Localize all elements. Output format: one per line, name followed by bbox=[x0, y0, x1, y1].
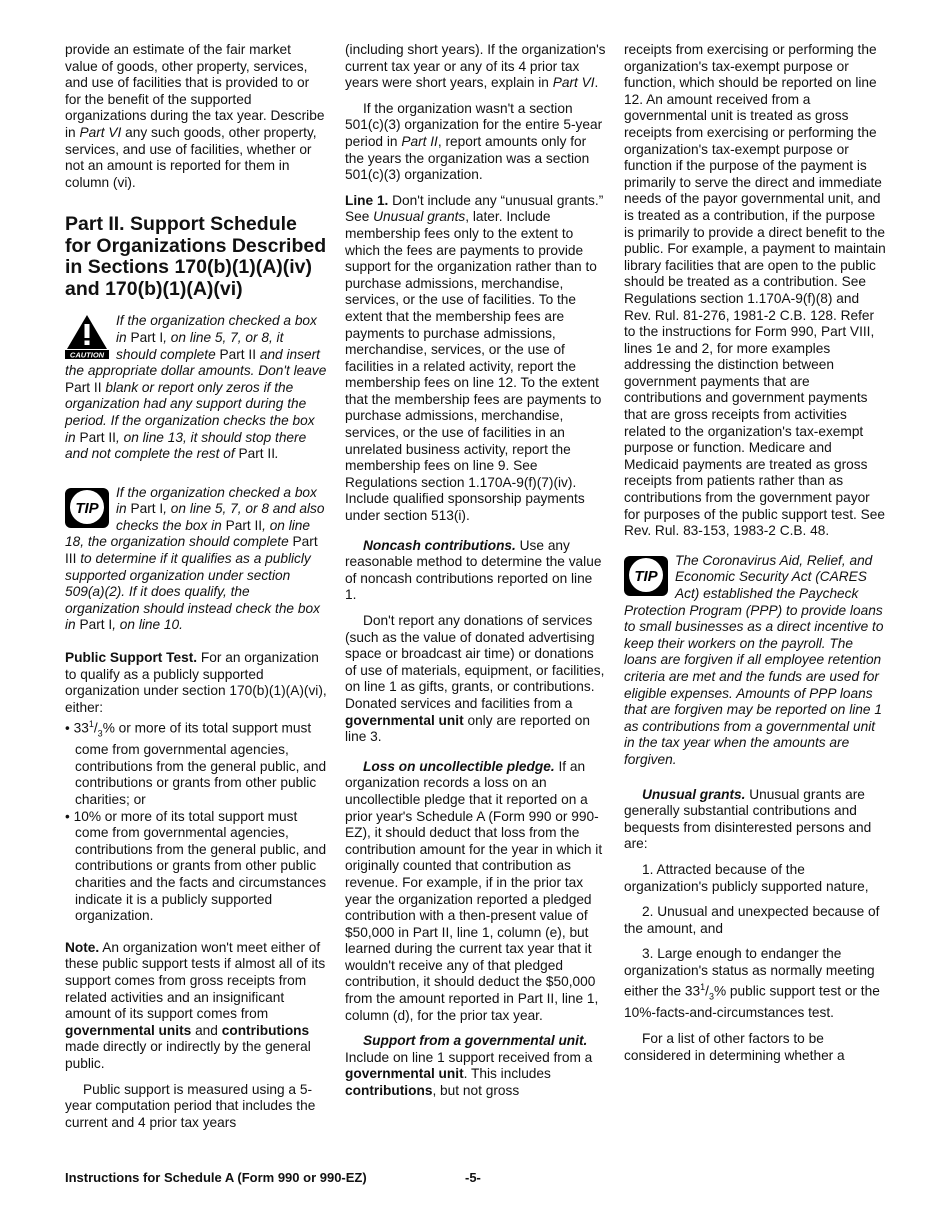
paragraph: Public support is measured using a 5-year computation period that includes the current and 4 prior tax years bbox=[65, 1081, 316, 1130]
svg-text:CAUTION: CAUTION bbox=[69, 350, 105, 360]
line-1-paragraph: Line 1. Don't include any “unusual grants.” See Unusual grants, later. Include membership fees only to the extent to which the fees are payments to provide support for the organization rather than to purchase admissions, merchandise, services, or the use of facilities. To the extent that the membership fees are payments to purchase admissions, merchandise, services, or the use of facilities in a related activity, report the membership fees on line 12. To the extent that the membership fees are payments to purchase admissions, merchandise, services, or the use of facilities in an unrelated business activity, report the membership fees on line 9. See Regulations section 1.170A-9(f)(7)(iv). Include qualified sponsorship payments under section 513(i). bbox=[345, 192, 604, 524]
footer-title: Instructions for Schedule A (Form 990 or 990-EZ) bbox=[65, 1170, 367, 1185]
list-item: 3. Large enough to endanger the organization's status as normally meeting either the $33^1/_3\%$ public support test or the 10%-facts-and-circumstances test. bbox=[624, 946, 880, 1021]
unusual-grants-paragraph: Unusual grants. Unusual grants are generally substantial contributions and bequests from disinterested persons and are: bbox=[624, 786, 872, 852]
noncash-paragraph: Noncash contributions. Use any reasonable method to determine the value of noncash contributions reported on line 1. bbox=[345, 537, 602, 603]
public-support-test: Public Support Test. For an organization to qualify as a publicly supported organization under section 170(b)(1)(A)(vi), either: bbox=[65, 650, 327, 715]
column-2 bbox=[345, 42, 607, 1109]
note-paragraph: Note. An organization won't meet either of these public support tests if almost all of its support comes from gross receipts from related activities and an insignificant amount of its support comes from governmental units and contributions made directly or indirectly by the general public. bbox=[65, 939, 326, 1071]
list-item: 1. Attracted because of the organization's publicly supported nature, bbox=[624, 861, 869, 894]
paragraph: provide an estimate of the fair market value of goods, other property, services, and use of facilities that is provided to or for the benefit of the supported organizations during the tax year. Describe in Part VI any such goods, other property, services, and use of facilities, whether or not an amount is reported for them in column (vi). bbox=[65, 42, 325, 190]
caution-icon bbox=[65, 313, 109, 359]
tip-note: TIP If the organization checked a box in Part I, on line 5, 7, or 8 and also checks the box in Part II, on line 18, the organization should complete Part III to determine if it qualifies as a publicly supported organization under section 509(a)(2). If it does qualify, the organization should instead check the box in Part I, on line 10. bbox=[65, 484, 325, 633]
tip-icon bbox=[65, 485, 109, 531]
paragraph: receipts from exercising or performing the organization's tax-exempt purpose or function, which should be reported on line 12. An amount received from a governmental unit is treated as gross receipts from exercising or performing the organization's tax-exempt purpose or function if the purpose of the payment is primarily to serve the direct and immediate needs of the payor governmental unit, and is treated as a contribution, if the purpose is primarily to provide a direct benefit to the public. For example, a payment to maintain library facilities that are open to the public should be treated as a contribution. See Regulations section 1.170A-9(f)(8) and Rev. Rul. 81-276, 1981-2 C.B. 128. Refer to the instructions for Form 990, Part VIII, lines 1e and 2, for more examples addressing the distinction between government payments that are contributions and government payments that are gross receipts from activities related to the organization's tax-exempt purpose or function. Medicare and Medicaid payments are treated as gross receipts from patients rather than as contributions from the government payor for purposes of the public support test. See Rev. Rul. 83-153, 1983-2 C.B. 48. bbox=[624, 42, 886, 539]
column-1 bbox=[65, 42, 327, 1140]
svg-text:TIP: TIP bbox=[634, 567, 658, 585]
section-heading: Part II. Support Schedule for Organizations Described in Sections 170(b)(1)(A)(iv) and 170(b)(1)(A)(vi) bbox=[65, 213, 327, 300]
caution-note: CAUTION If the organization checked a box in Part I, on line 5, 7, or 8, it should complete Part II and insert the appropriate dollar amounts. Don't leave Part II blank or report only zeros if the organization had any support during the period. If the organization checks the box in Part II, on line 13, it should stop there and not complete the rest of Part II. bbox=[65, 313, 327, 462]
tip-icon bbox=[624, 553, 668, 599]
bullet-item: • $33^1/_3\%$ or more of its total support must come from governmental agencies, contributions from the general public, and contributions or grants from other public charities; or bbox=[65, 719, 327, 808]
tip-note: TIP The Coronavirus Aid, Relief, and Economic Security Act (CARES Act) established the Paycheck Protection Program (PPP) to provide loans to small businesses as a direct incentive to keep their workers on the payroll. The loans are forgiven if all employee retention criteria are met and the funds are used for eligible expenses. Amounts of PPP loans that are forgiven may be reported on line 1 as contributions from a governmental unit in the tax year when the amounts are forgiven. bbox=[624, 552, 884, 767]
loss-paragraph: Loss on uncollectible pledge. If an organization records a loss on an uncollectible pledge that it reported on a prior year's Schedule A (Form 990 or 990-EZ), it should deduct that loss from the contribution amount for the year in which it originally counted that contribution as revenue. For example, if in the prior tax year the organization reported a pledged contribution with a then-present value of $50,000 in Part II, line 1, column (e), but learned during the current tax year that it wouldn't receive any of that pledged contribution, it should deduct the $50,000 from the amount reported in Part II, line 1, column (d), for the prior tax year. bbox=[345, 758, 603, 1023]
paragraph: Don't report any donations of services (such as the value of donated advertising space or broadcast air time) or donations of use of materials, equipment, or facilities, on line 1 as gifts, grants, or contributions. Donated services and facilities from a governmental unit only are reported on line 3. bbox=[345, 613, 605, 745]
paragraph: For a list of other factors to be considered in determining whether a bbox=[624, 1030, 845, 1063]
paragraph: (including short years). If the organization's current tax year or any of its 4 prior tax years were short years, explain in Part VI. bbox=[345, 42, 606, 91]
bullet-item: • 10% or more of its total support must come from governmental agencies, contributions from the general public, and contributions or grants from other public charities and the facts and circumstances indicate it is a publicly supported organization. bbox=[65, 808, 327, 924]
paragraph: If the organization wasn't a section 501(c)(3) organization for the entire 5-year period in Part II, report amounts only for the years the organization was a section 501(c)(3) organization. bbox=[345, 100, 603, 183]
column-3 bbox=[624, 42, 887, 1073]
governmental-support-paragraph: Support from a governmental unit. Include on line 1 support received from a governmental unit. This includes contributions, but not gross bbox=[345, 1033, 593, 1099]
list-item: 2. Unusual and unexpected because of the amount, and bbox=[624, 904, 880, 936]
page-number: -5- bbox=[465, 1170, 481, 1185]
svg-text:TIP: TIP bbox=[75, 499, 99, 517]
